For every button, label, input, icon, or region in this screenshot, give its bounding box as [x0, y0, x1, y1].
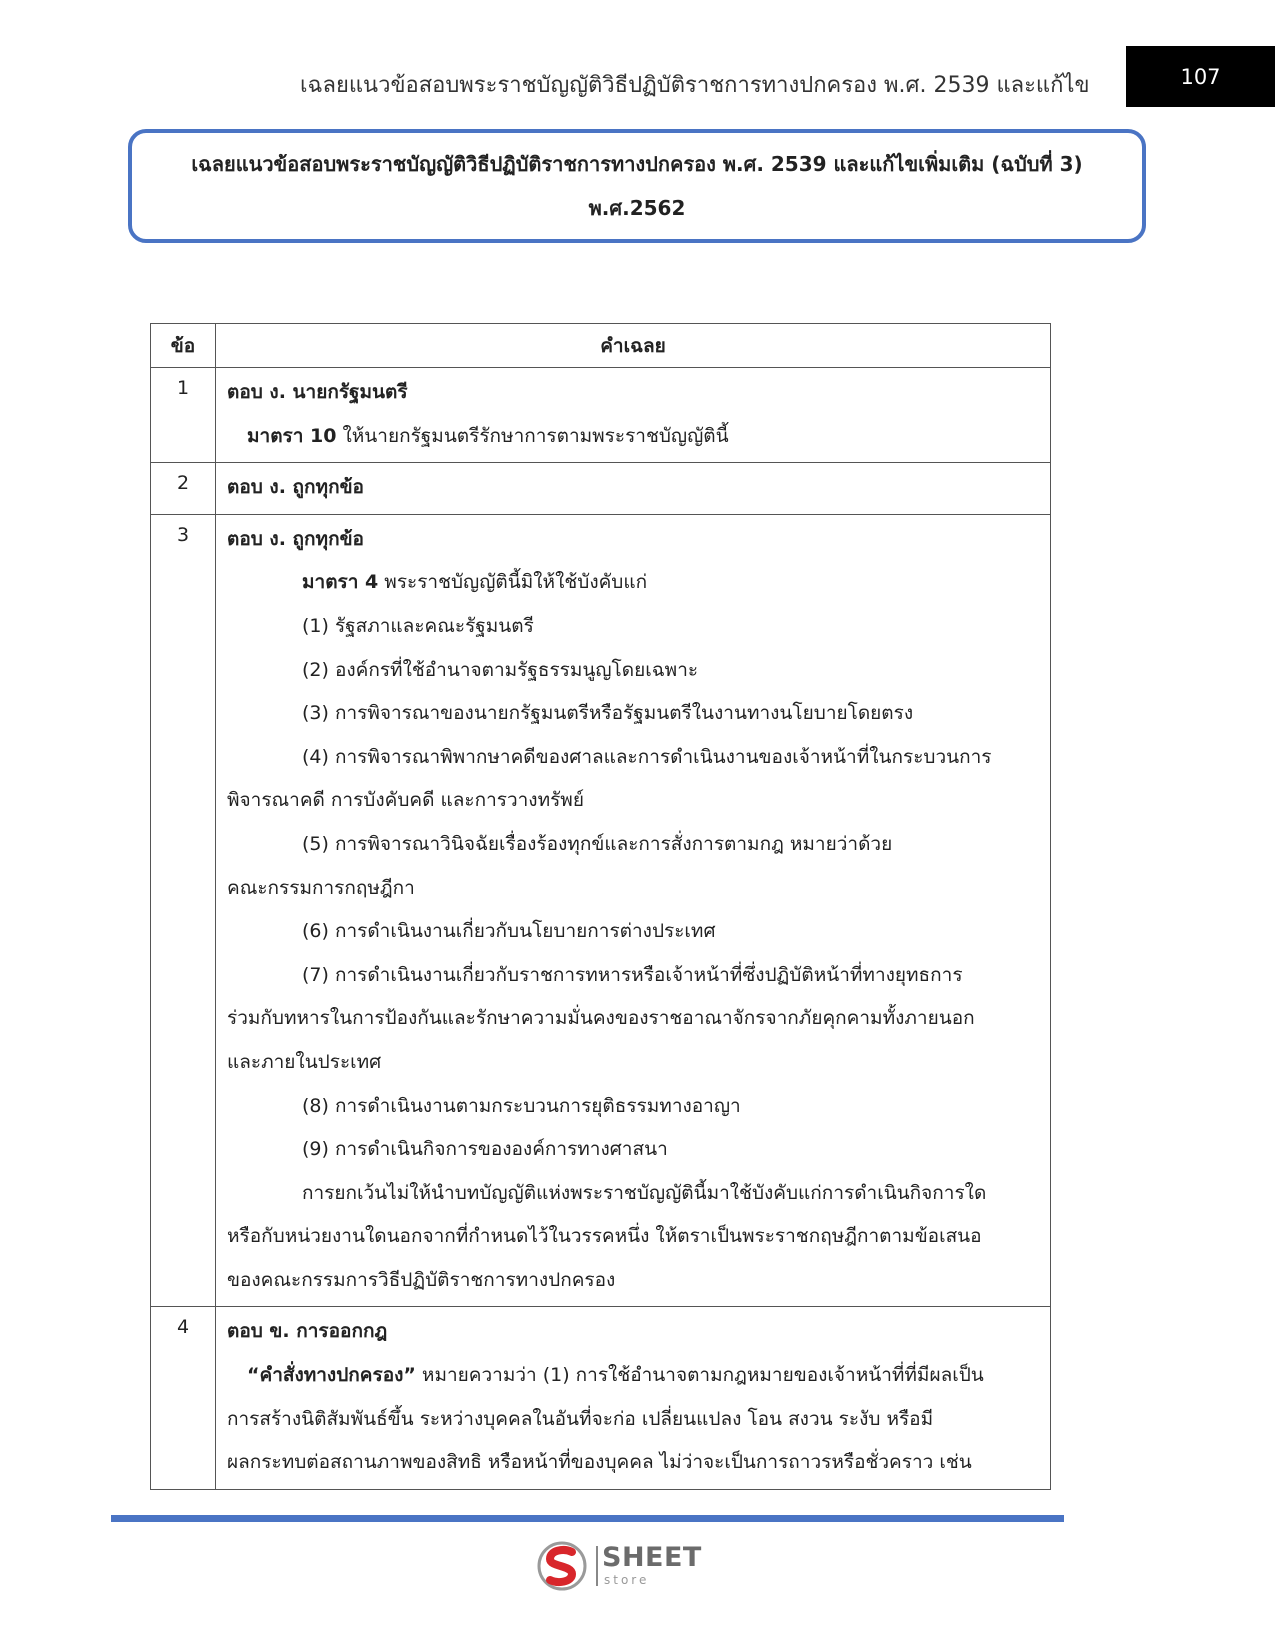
- section-text: พระราชบัญญัตินี้มิให้ใช้บังคับแก่: [378, 571, 648, 594]
- explanation-line: (9) การดำเนินกิจการขององค์การทางศาสนา: [302, 1138, 668, 1161]
- logo-wordmark: SHEET: [602, 1542, 702, 1573]
- explanation-line: [227, 415, 1038, 459]
- logo-divider: [596, 1546, 598, 1586]
- explanation-line: (6) การดำเนินงานเกี่ยวกับนโยบายการต่างประเทศ: [302, 920, 716, 943]
- row-number: 1: [151, 368, 216, 463]
- row-answer-cell: [216, 1307, 1051, 1489]
- table-row: [151, 1307, 1051, 1489]
- explanation-line: (2) องค์กรที่ใช้อำนาจตามรัฐธรรมนูญโดยเฉพาะ: [302, 658, 699, 681]
- row-answer-cell: [216, 463, 1051, 515]
- explanation-line: พิจารณาคดี การบังคับคดี และการวางทรัพย์: [227, 789, 584, 812]
- explanation-line: (4) การพิจารณาพิพากษาคดีของศาลและการดำเนินงานของเจ้าหน้าที่ในกระบวนการ: [302, 745, 992, 768]
- term-label: “คำสั่งทางปกครอง”: [247, 1364, 416, 1387]
- section-text: ให้นายกรัฐมนตรีรักษาการตามพระราชบัญญัตินี้: [336, 424, 729, 447]
- column-header-number: ข้อ: [151, 324, 216, 368]
- running-header: เฉลยแนวข้อสอบพระราชบัญญัติวิธีปฏิบัติราชการทางปกครอง พ.ศ. 2539 และแก้ไข: [300, 73, 1090, 98]
- title-box: [128, 129, 1146, 243]
- row-number: 4: [151, 1307, 216, 1489]
- explanation-line: การยกเว้นไม่ให้นำบทบัญญัติแห่งพระราชบัญญัตินี้มาใช้บังคับแก่การดำเนินกิจการใด: [302, 1181, 987, 1204]
- explanation-line: [227, 1354, 1038, 1398]
- row-number: 2: [151, 463, 216, 515]
- table-row: [151, 463, 1051, 515]
- answer-text: ตอบ ง. นายกรัฐมนตรี: [227, 381, 408, 403]
- page-number: 107: [1126, 46, 1275, 107]
- explanation-line: คณะกรรมการกฤษฎีกา: [227, 876, 415, 899]
- column-header-answer: คำเฉลย: [216, 324, 1051, 368]
- answer-text: ตอบ ง. ถูกทุกข้อ: [227, 527, 364, 550]
- table-row: [151, 514, 1051, 1307]
- explanation-line: (3) การพิจารณาของนายกรัฐมนตรีหรือรัฐมนตรีในงานทางนโยบายโดยตรง: [302, 702, 914, 725]
- explanation-line: ของคณะกรรมการวิธีปฏิบัติราชการทางปกครอง: [227, 1268, 616, 1291]
- answer-text: ตอบ ง. ถูกทุกข้อ: [227, 476, 364, 499]
- explanation-line: ร่วมกับทหารในการป้องกันและรักษาความมั่นคงของราชอาณาจักรจากภัยคุกคามทั้งภายนอก: [227, 1007, 975, 1030]
- title-line-1: เฉลยแนวข้อสอบพระราชบัญญัติวิธีปฏิบัติราชการทางปกครอง พ.ศ. 2539 และแก้ไขเพิ่มเติม (ฉบับที่ 3): [191, 152, 1083, 176]
- term-text: หมายความว่า (1) การใช้อำนาจตามกฎหมายของเจ้าหน้าที่ที่มีผลเป็น: [415, 1364, 984, 1387]
- logo-s-icon: [536, 1540, 588, 1592]
- row-answer-cell: [216, 514, 1051, 1307]
- explanation-line: (5) การพิจารณาวินิจฉัยเรื่องร้องทุกข์และการสั่งการตามกฎ หมายว่าด้วย: [302, 832, 893, 855]
- explanation-line: หรือกับหน่วยงานใดนอกจากที่กำหนดไว้ในวรรคหนึ่ง ให้ตราเป็นพระราชกฤษฎีกาตามข้อเสนอ: [227, 1225, 982, 1248]
- sheet-store-logo: [536, 1540, 706, 1592]
- logo-subtext: store: [604, 1573, 650, 1587]
- answer-text: ตอบ ข. การออกกฎ: [227, 1320, 388, 1343]
- title-line-2: พ.ศ.2562: [588, 196, 686, 220]
- table-header-row: [151, 324, 1051, 368]
- row-number: 3: [151, 514, 216, 1307]
- explanation-line: [227, 561, 1038, 605]
- section-label: มาตรา 10: [247, 424, 337, 447]
- answer-table: [150, 323, 1051, 1490]
- row-answer-cell: [216, 368, 1051, 463]
- explanation-line: การสร้างนิติสัมพันธ์ขึ้น ระหว่างบุคคลในอันที่จะก่อ เปลี่ยนแปลง โอน สงวน ระงับ หรือมี: [227, 1407, 934, 1430]
- table-row: [151, 368, 1051, 463]
- explanation-line: (8) การดำเนินงานตามกระบวนการยุติธรรมทางอาญา: [302, 1094, 741, 1117]
- footer-rule: [111, 1515, 1064, 1522]
- explanation-line: (7) การดำเนินงานเกี่ยวกับราชการทหารหรือเจ้าหน้าที่ซึ่งปฏิบัติหน้าที่ทางยุทธการ: [302, 963, 963, 986]
- explanation-line: (1) รัฐสภาและคณะรัฐมนตรี: [302, 614, 534, 637]
- explanation-line: ผลกระทบต่อสถานภาพของสิทธิ หรือหน้าที่ของบุคคล ไม่ว่าจะเป็นการถาวรหรือชั่วคราว เช่น: [227, 1451, 972, 1474]
- explanation-line: และภายในประเทศ: [227, 1050, 382, 1073]
- section-label: มาตรา 4: [302, 571, 379, 594]
